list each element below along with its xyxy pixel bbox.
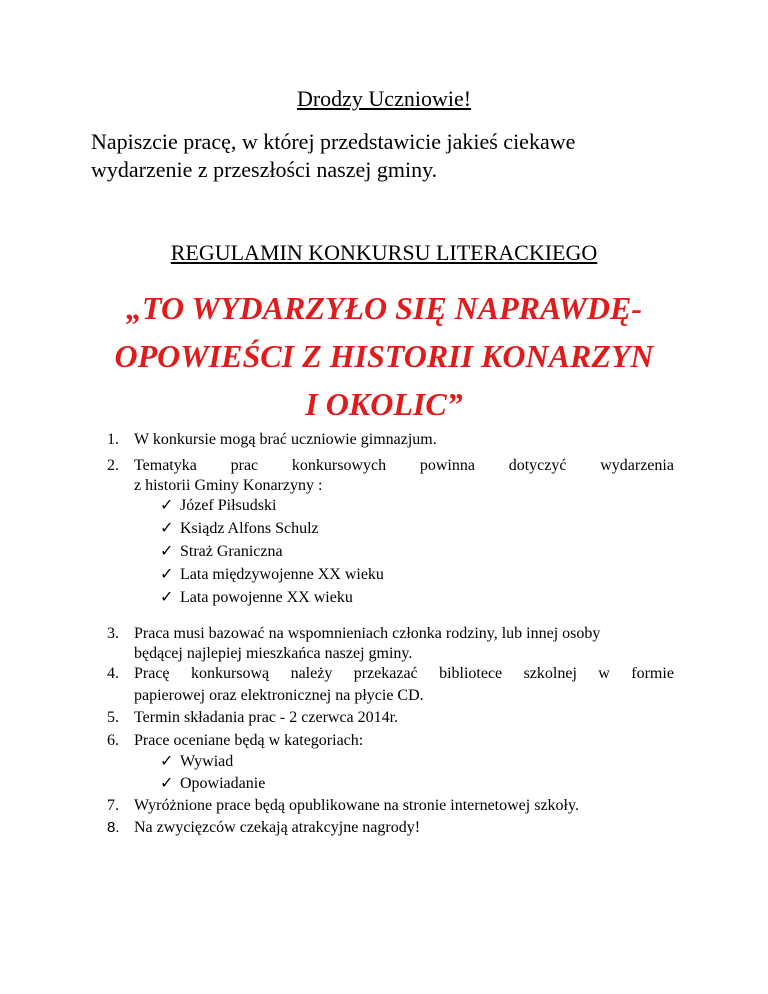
rule-text: Praca musi bazować na wspomnieniach członka rodziny, lub innej osoby	[134, 625, 601, 642]
rule-text: papierowej oraz elektronicznej na płycie CD.	[134, 687, 424, 704]
rule-word: należy	[290, 665, 333, 682]
checkmark-icon: ✓	[160, 775, 174, 792]
rule-text-justified	[134, 456, 674, 476]
greeting-heading: Drodzy Uczniowie!	[296, 86, 472, 111]
rule-word: konkursową	[190, 665, 270, 682]
checkmark-icon: ✓	[160, 566, 174, 583]
subitem-text: Józef Piłsudski	[180, 497, 277, 514]
rule-number: 8.	[107, 819, 120, 836]
rule-word: wydarzenia	[600, 457, 674, 474]
regulations-heading: REGULAMIN KONKURSU LITERACKIEGO	[170, 240, 598, 265]
rule-word: Tematyka	[134, 457, 197, 474]
rule-number: 6.	[107, 732, 119, 749]
rule-word: dotyczyć	[508, 457, 567, 474]
contest-title-line-2: OPOWIEŚCI Z HISTORII KONARZYN	[114, 338, 654, 374]
rule-word: konkursowych	[291, 457, 387, 474]
checkmark-icon: ✓	[160, 589, 174, 606]
rule-text: Termin składania prac - 2 czerwca 2014r.	[134, 709, 399, 726]
intro-paragraph	[91, 128, 711, 184]
rule-word: przekazać	[353, 665, 418, 682]
rule-word: Pracę	[134, 665, 170, 682]
rule-text: W konkursie mogą brać uczniowie gimnazjum.	[134, 431, 437, 448]
subitem-text: Opowiadanie	[180, 775, 266, 792]
rule-text: z historii Gminy Konarzyny :	[134, 477, 323, 494]
checkmark-icon: ✓	[160, 497, 174, 514]
rule-word: powinna	[419, 457, 475, 474]
subitem-text: Lata międzywojenne XX wieku	[180, 566, 384, 583]
rule-number: 1.	[107, 431, 119, 448]
rule-word: szkolnej	[523, 665, 577, 682]
rule-number: 3.	[107, 625, 119, 642]
checkmark-icon: ✓	[160, 543, 174, 560]
contest-title-line-3: I OKOLIC”	[305, 386, 463, 422]
rule-number: 4.	[107, 665, 119, 682]
subitem-text: Lata powojenne XX wieku	[180, 589, 353, 606]
rule-word: w	[598, 665, 610, 682]
rule-text: Na zwycięzców czekają atrakcyjne nagrody!	[134, 819, 421, 836]
checkmark-icon: ✓	[160, 753, 174, 770]
rule-word: prac	[230, 457, 259, 474]
contest-title-line-1: „TO WYDARZYŁO SIĘ NAPRAWDĘ-	[126, 290, 642, 326]
rule-text: Prace oceniane będą w kategoriach:	[134, 732, 364, 749]
intro-line-2: wydarzenie z przeszłości naszej gminy.	[91, 157, 438, 182]
rule-word: bibliotece	[439, 665, 503, 682]
rule-text: Wyróżnione prace będą opublikowane na stronie internetowej szkoły.	[134, 797, 579, 814]
checkmark-icon: ✓	[160, 520, 174, 537]
subitem-text: Straż Graniczna	[180, 543, 283, 560]
rule-text: będącej najlepiej mieszkańca naszej gminy.	[134, 645, 413, 662]
rule-word: formie	[631, 665, 674, 682]
rule-text-justified	[134, 664, 674, 684]
subitem-text: Wywiad	[180, 753, 234, 770]
subitem-text: Ksiądz Alfons Schulz	[180, 520, 319, 537]
rule-number: 7.	[107, 797, 119, 814]
rule-number: 5.	[107, 709, 119, 726]
intro-line-1: Napiszcie pracę, w której przedstawicie jakieś ciekawe	[91, 129, 576, 154]
rule-number: 2.	[107, 457, 119, 474]
